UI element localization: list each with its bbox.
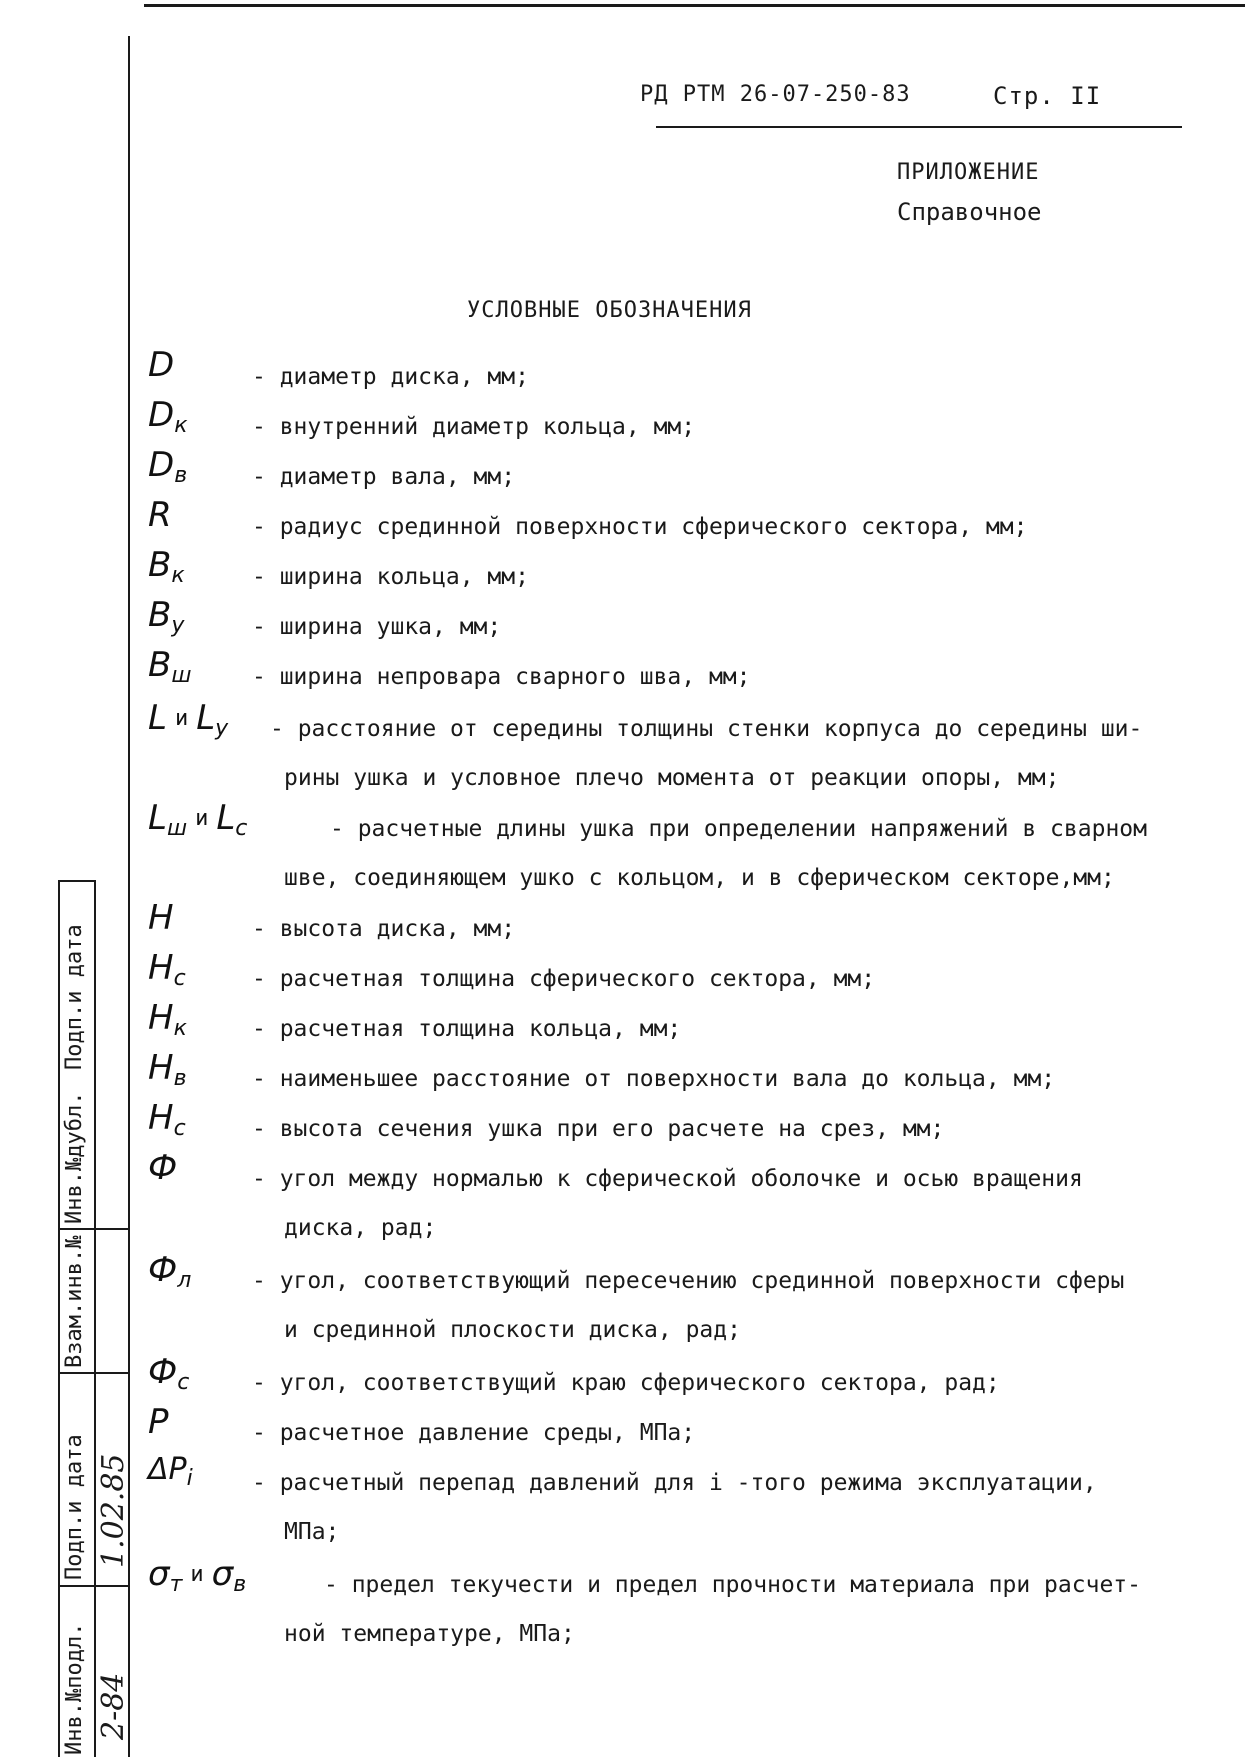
- section-title: УСЛОВНЫЕ ОБОЗНАЧЕНИЯ: [467, 298, 752, 323]
- stamp-vzam-inv: Взам.инв.№: [62, 1235, 87, 1368]
- symbol: Ф: [148, 1148, 178, 1188]
- symbol: $D_в$: [148, 445, 188, 488]
- definition: - ширина ушка, мм;: [252, 614, 502, 640]
- definition: - диаметр вала, мм;: [252, 464, 516, 490]
- stamp-column-divider: [94, 880, 96, 1757]
- page-frame-top: [144, 4, 1245, 7]
- symbol: $Ф_л$: [148, 1250, 192, 1293]
- stamp-podp-data-2: Подп.и дата: [62, 924, 87, 1070]
- stamp-top-border: [58, 880, 94, 882]
- definition-continuation: рины ушка и условное плечо момента от реакции опоры, мм;: [284, 765, 1060, 791]
- symbol: $H_с$: [148, 1098, 186, 1141]
- document-code: РД РТМ 26-07-250-83: [640, 82, 911, 107]
- definition: - расстояние от середины толщины стенки корпуса до середины ши-: [270, 716, 1143, 742]
- symbol: $\sigma_т$ и $\sigma_в$: [148, 1554, 247, 1597]
- definition: - угол, соответствующий пересечению срединной поверхности сферы: [252, 1268, 1125, 1294]
- symbol: $\Delta P_i$: [148, 1452, 193, 1491]
- definition: - ширина кольца, мм;: [252, 564, 529, 590]
- symbol: $B_к$: [148, 545, 185, 588]
- definition: - расчетная толщина кольца, мм;: [252, 1016, 682, 1042]
- definition: - расчетный перепад давлений для i -того режима эксплуатации,: [252, 1470, 1097, 1496]
- symbol: $B_ш$: [148, 645, 192, 688]
- definition: - угол между нормалью к сферической оболочке и осью вращения: [252, 1166, 1083, 1192]
- definition: - высота диска, мм;: [252, 916, 516, 942]
- stamp-inv-podl: Инв.№подл.: [62, 1622, 87, 1755]
- definition-continuation: МПа;: [284, 1519, 340, 1545]
- symbol: D: [148, 345, 175, 385]
- definition-continuation: ной температуре, МПа;: [284, 1621, 575, 1647]
- definition: - расчетная толщина сферического сектора, мм;: [252, 966, 876, 992]
- symbol: P: [148, 1402, 169, 1442]
- symbol: Lи $L_у$: [148, 698, 229, 741]
- symbol: $B_у$: [148, 595, 185, 638]
- definition: - высота сечения ушка при его расчете на срез, мм;: [252, 1116, 945, 1142]
- symbol: $H_к$: [148, 998, 187, 1041]
- handwritten-inventory-number: 2-84: [96, 1672, 131, 1740]
- definition-continuation: шве, соединяющем ушко с кольцом, и в сферическом секторе,мм;: [284, 865, 1115, 891]
- stamp-row-divider: [58, 1228, 128, 1230]
- handwritten-date: 1.02.85: [96, 1453, 131, 1568]
- definition: - угол, соответствущий краю сферического сектора, рад;: [252, 1370, 1000, 1396]
- definition: - наименьшее расстояние от поверхности вала до кольца, мм;: [252, 1066, 1056, 1092]
- symbol: $L_ш$ и $L_с$: [148, 798, 248, 841]
- definition-continuation: и срединной плоскости диска, рад;: [284, 1317, 741, 1343]
- definition: - предел текучести и предел прочности материала при расчет-: [324, 1572, 1141, 1598]
- page-number: Стр. II: [993, 82, 1102, 110]
- appendix-title: ПРИЛОЖЕНИЕ: [897, 160, 1040, 185]
- definition: - диаметр диска, мм;: [252, 364, 529, 390]
- definition: - ширина непровара сварного шва, мм;: [252, 664, 751, 690]
- symbol: $H_с$: [148, 948, 186, 991]
- definition-continuation: диска, рад;: [284, 1215, 437, 1241]
- stamp-inv-dubl: Инв.№дубл.: [62, 1091, 87, 1224]
- symbol: H: [148, 898, 174, 938]
- definition: - радиус срединной поверхности сферического сектора, мм;: [252, 514, 1028, 540]
- symbol: $H_в$: [148, 1048, 187, 1091]
- symbol: R: [148, 495, 172, 535]
- symbol: $Ф_с$: [148, 1352, 190, 1395]
- stamp-podp-data: Подп.и дата: [62, 1434, 87, 1580]
- appendix-type: Справочное: [897, 198, 1042, 226]
- definition: - внутренний диаметр кольца, мм;: [252, 414, 696, 440]
- stamp-row-divider: [58, 1372, 128, 1374]
- definition: - расчетное давление среды, МПа;: [252, 1420, 696, 1446]
- definition: - расчетные длины ушка при определении напряжений в сварном: [330, 816, 1147, 842]
- stamp-row-divider: [58, 1585, 128, 1587]
- symbol: $D_к$: [148, 395, 188, 438]
- header-underline: [656, 126, 1182, 128]
